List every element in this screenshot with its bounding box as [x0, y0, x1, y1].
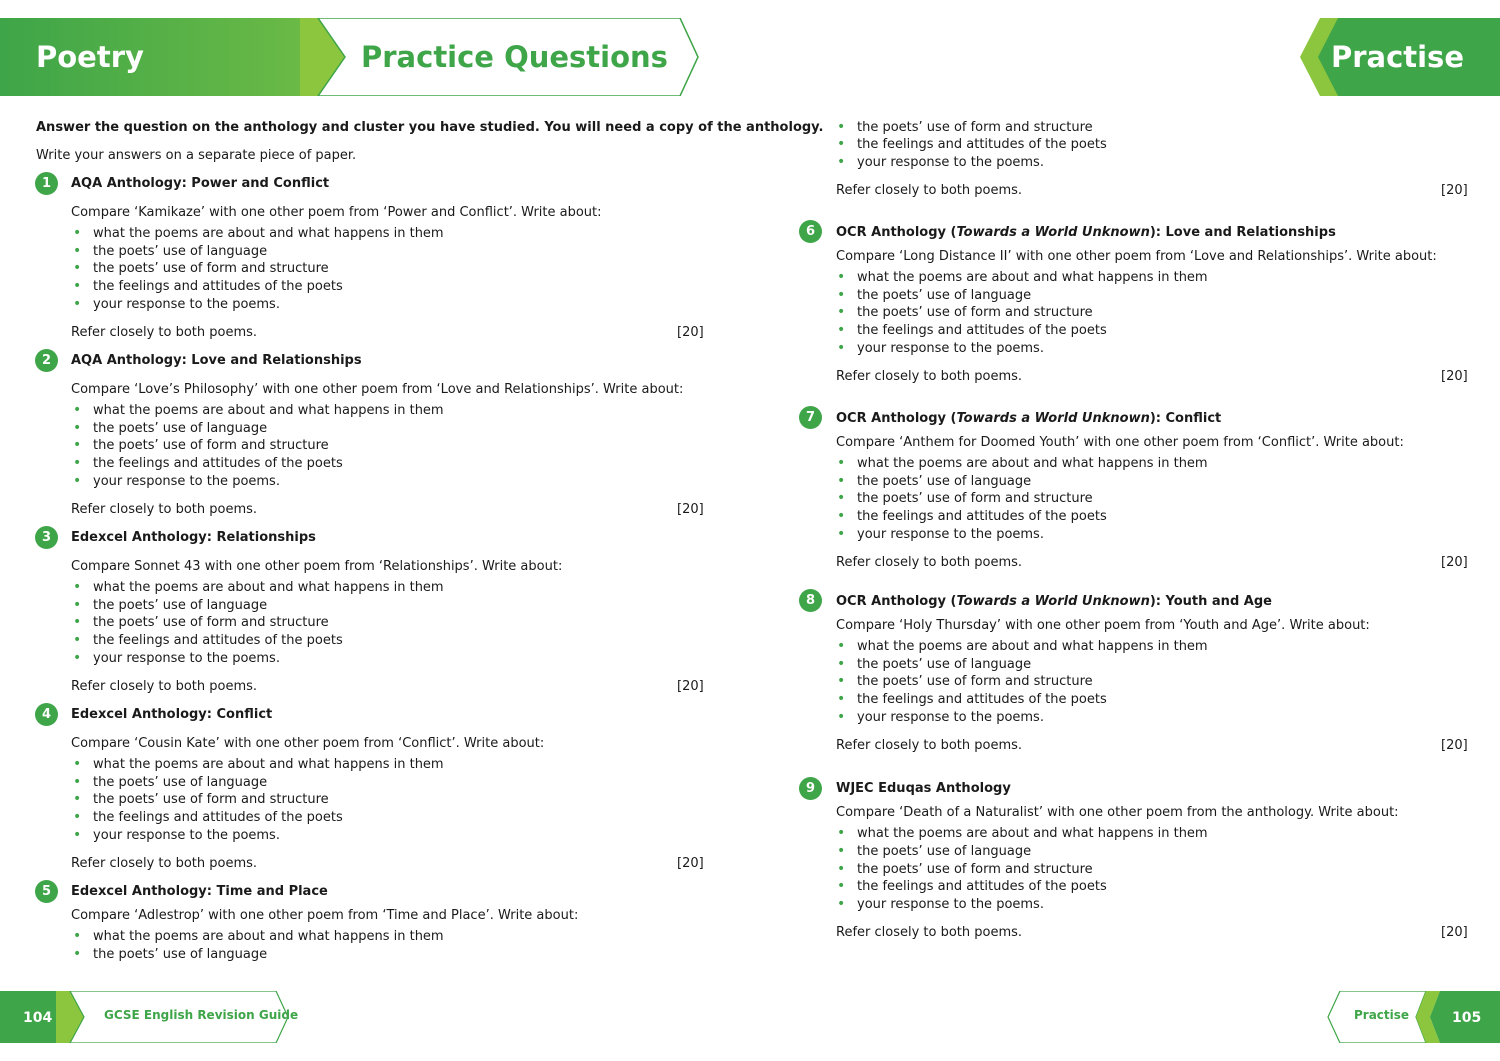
book-title: GCSE English Revision Guide [104, 1008, 299, 1022]
list-item: • the feelings and attitudes of the poets [857, 322, 1107, 339]
question-number: 5 [35, 880, 58, 903]
list-item: • what the poems are about and what happens in them [857, 269, 1208, 286]
marks-badge: [20] [1441, 369, 1468, 384]
question-number: 6 [799, 220, 822, 243]
list-item: • the poets’ use of language [93, 597, 267, 614]
question-number: 4 [35, 703, 58, 726]
list-item: • your response to the poems. [93, 827, 280, 844]
list-item: • the poets’ use of language [857, 843, 1031, 860]
header-left-banner [0, 18, 700, 96]
list-item: • what the poems are about and what happens in them [93, 579, 444, 596]
list-item: • the feelings and attitudes of the poets [857, 878, 1107, 895]
refer-instruction: Refer closely to both poems. [836, 555, 1023, 570]
refer-instruction: Refer closely to both poems. [71, 325, 258, 340]
list-item: • what the poems are about and what happens in them [93, 756, 444, 773]
list-item: • the feelings and attitudes of the poets [857, 508, 1107, 525]
list-item: • the poets’ use of form and structure [93, 437, 329, 454]
intro-note: Write your answers on a separate piece of paper. [36, 148, 357, 163]
list-item: • your response to the poems. [857, 526, 1044, 543]
question-prompt: Compare ‘Cousin Kate’ with one other poem from ‘Conflict’. Write about: [71, 736, 545, 751]
question-prompt: Compare ‘Long Distance II’ with one other poem from ‘Love and Relationships’. Write about: [836, 249, 1437, 264]
intro-instruction: Answer the question on the anthology and cluster you have studied. You will need a copy of the anthology. [36, 120, 824, 135]
list-item: • your response to the poems. [857, 896, 1044, 913]
marks-badge: [20] [677, 502, 704, 517]
refer-instruction: Refer closely to both poems. [836, 369, 1023, 384]
question-prompt: Compare ‘Death of a Naturalist’ with one other poem from the anthology. Write about: [836, 805, 1399, 820]
list-item: • the poets’ use of form and structure [93, 791, 329, 808]
question-number: 9 [799, 777, 822, 800]
question-prompt: Compare Sonnet 43 with one other poem from ‘Relationships’. Write about: [71, 559, 563, 574]
list-item: • the feelings and attitudes of the poets [93, 632, 343, 649]
marks-badge: [20] [1441, 555, 1468, 570]
question-number: 1 [35, 172, 58, 195]
list-item: • the poets’ use of form and structure [857, 673, 1093, 690]
list-item: • the poets’ use of language [93, 774, 267, 791]
footer-left [0, 991, 299, 1043]
marks-badge: [20] [677, 679, 704, 694]
question-number: 3 [35, 526, 58, 549]
question-title: OCR Anthology (Towards a World Unknown): Youth and Age [836, 594, 1272, 609]
list-item: • the poets’ use of language [93, 243, 267, 260]
refer-instruction: Refer closely to both poems. [836, 183, 1023, 198]
page-title: Practice Questions [361, 40, 668, 74]
list-item: • the poets’ use of language [857, 473, 1031, 490]
list-item: • your response to the poems. [857, 154, 1044, 171]
question-prompt: Compare ‘Love’s Philosophy’ with one other poem from ‘Love and Relationships’. Write about: [71, 382, 684, 397]
list-item: • what the poems are about and what happens in them [857, 825, 1208, 842]
refer-instruction: Refer closely to both poems. [836, 925, 1023, 940]
list-item: • the poets’ use of form and structure [857, 490, 1093, 507]
refer-instruction: Refer closely to both poems. [71, 856, 258, 871]
refer-instruction: Refer closely to both poems. [71, 502, 258, 517]
list-item: • what the poems are about and what happens in them [93, 225, 444, 242]
marks-badge: [20] [677, 325, 704, 340]
list-item: • the poets’ use of form and structure [93, 614, 329, 631]
question-title: OCR Anthology (Towards a World Unknown): Love and Relationships [836, 225, 1336, 240]
question-number: 2 [35, 349, 58, 372]
page-number: 104 [23, 1010, 53, 1026]
list-item: • what the poems are about and what happens in them [857, 455, 1208, 472]
list-item: • the feelings and attitudes of the poets [93, 455, 343, 472]
list-item: • what the poems are about and what happens in them [857, 638, 1208, 655]
marks-badge: [20] [677, 856, 704, 871]
list-item: • your response to the poems. [857, 709, 1044, 726]
list-item: • the poets’ use of language [93, 946, 267, 963]
question-title: Edexcel Anthology: Time and Place [71, 884, 328, 899]
footer-section-label: Practise [1354, 1008, 1410, 1022]
question-title: Edexcel Anthology: Conflict [71, 707, 273, 722]
refer-instruction: Refer closely to both poems. [71, 679, 258, 694]
footer-right [1326, 991, 1500, 1043]
list-item: • your response to the poems. [93, 296, 280, 313]
page-number: 105 [1452, 1010, 1482, 1026]
question-title: OCR Anthology (Towards a World Unknown): Conflict [836, 411, 1222, 426]
list-item: • the feelings and attitudes of the poets [93, 809, 343, 826]
question-prompt: Compare ‘Adlestrop’ with one other poem from ‘Time and Place’. Write about: [71, 908, 579, 923]
list-item: • your response to the poems. [93, 650, 280, 667]
question-title: AQA Anthology: Power and Conflict [71, 176, 330, 191]
list-item: • what the poems are about and what happens in them [93, 928, 444, 945]
list-item: • the feelings and attitudes of the poets [857, 136, 1107, 153]
list-item: • what the poems are about and what happens in them [93, 402, 444, 419]
list-item: • the poets’ use of language [93, 420, 267, 437]
question-title: AQA Anthology: Love and Relationships [71, 353, 362, 368]
marks-badge: [20] [1441, 925, 1468, 940]
marks-badge: [20] [1441, 738, 1468, 753]
question-title: Edexcel Anthology: Relationships [71, 530, 316, 545]
list-item: • the poets’ use of language [857, 287, 1031, 304]
list-item: • the poets’ use of form and structure [857, 304, 1093, 321]
question-number: 8 [799, 589, 822, 612]
list-item: • the poets’ use of form and structure [857, 861, 1093, 878]
right-section-title: Practise [1330, 40, 1464, 74]
question-number: 7 [799, 406, 822, 429]
question-prompt: Compare ‘Anthem for Doomed Youth’ with one other poem from ‘Conflict’. Write about: [836, 435, 1404, 450]
refer-instruction: Refer closely to both poems. [836, 738, 1023, 753]
list-item: • your response to the poems. [857, 340, 1044, 357]
list-item: • the poets’ use of language [857, 656, 1031, 673]
list-item: • the poets’ use of form and structure [93, 260, 329, 277]
list-item: • your response to the poems. [93, 473, 280, 490]
list-item: • the feelings and attitudes of the poets [857, 691, 1107, 708]
question-prompt: Compare ‘Kamikaze’ with one other poem from ‘Power and Conflict’. Write about: [71, 205, 602, 220]
list-item: • the poets’ use of form and structure [857, 119, 1093, 136]
marks-badge: [20] [1441, 183, 1468, 198]
list-item: • the feelings and attitudes of the poets [93, 278, 343, 295]
header-right-banner [1300, 18, 1500, 96]
question-prompt: Compare ‘Holy Thursday’ with one other poem from ‘Youth and Age’. Write about: [836, 618, 1370, 633]
question-title: WJEC Eduqas Anthology [836, 781, 1011, 796]
section-title: Poetry [36, 40, 144, 74]
